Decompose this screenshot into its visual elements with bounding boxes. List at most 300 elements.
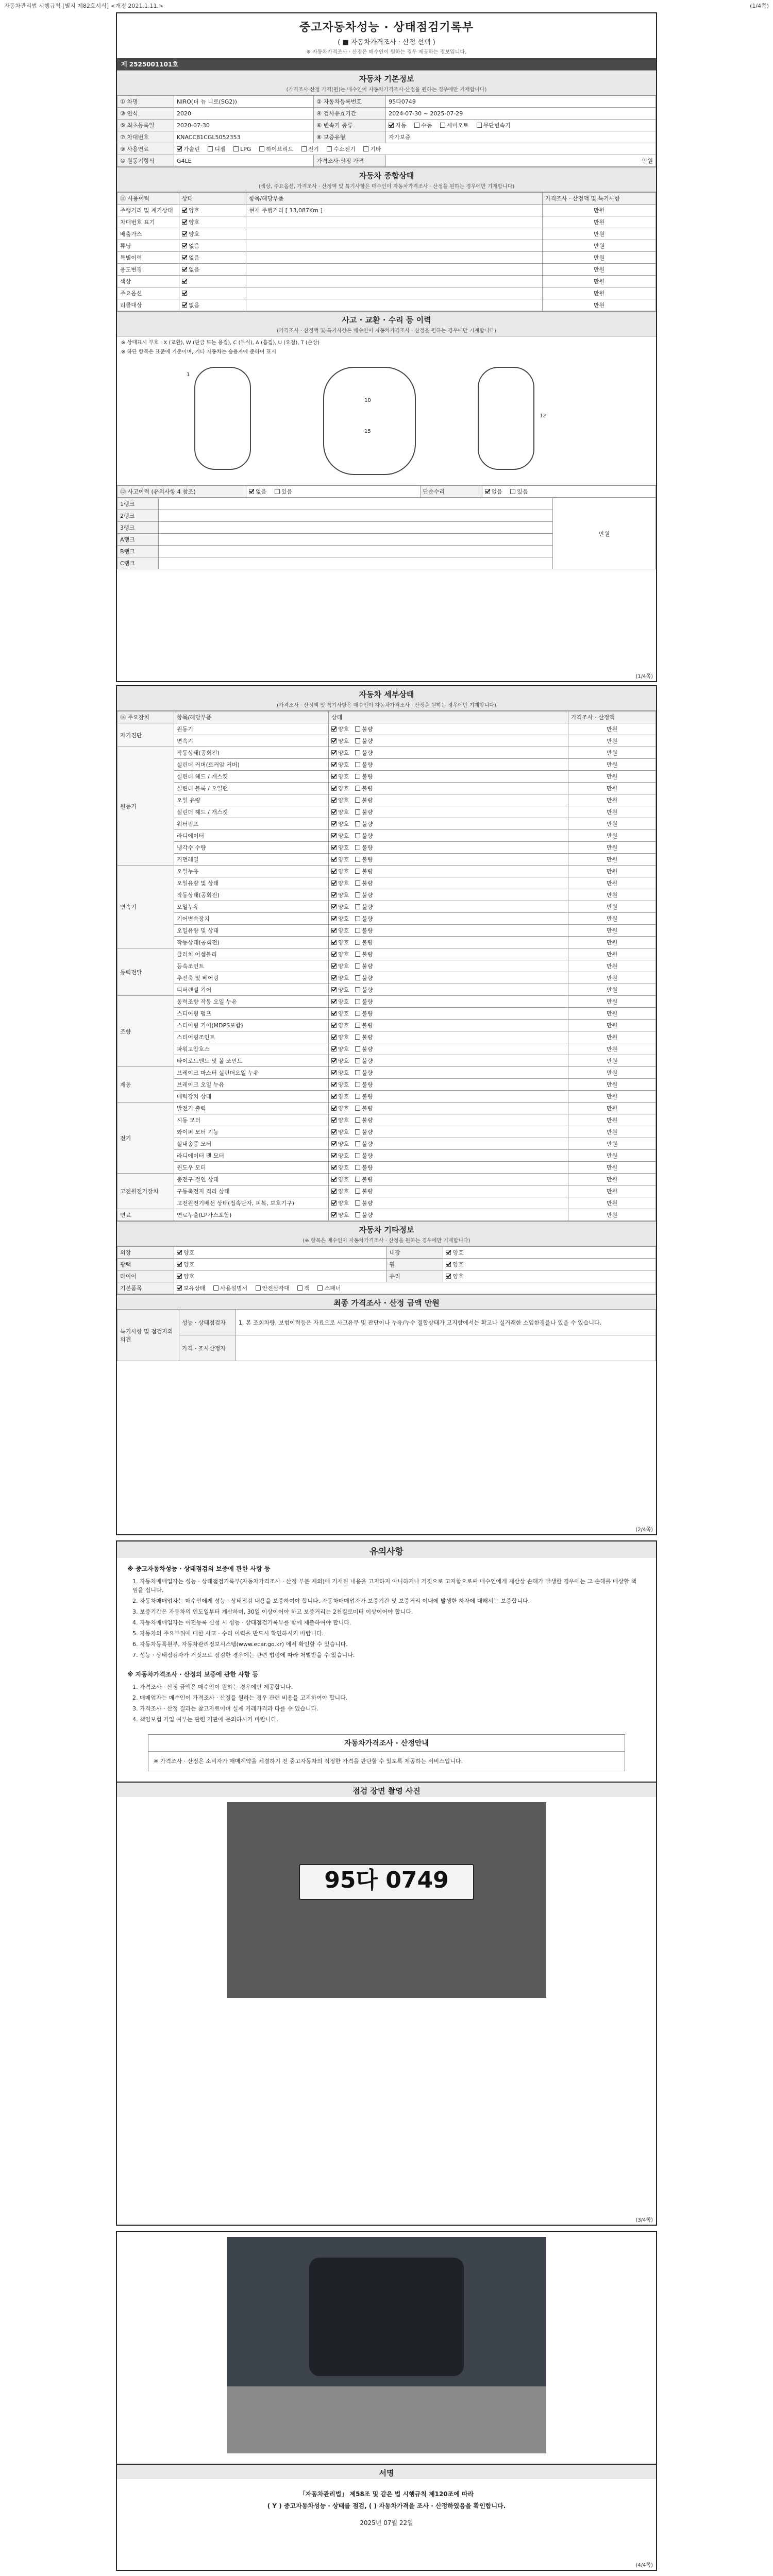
detail-price: 만원 bbox=[568, 1079, 656, 1091]
detail-price: 만원 bbox=[568, 794, 656, 806]
checkbox-icon bbox=[355, 845, 360, 850]
status-option: 불량 bbox=[362, 1176, 373, 1183]
other-table bbox=[117, 1246, 656, 1294]
status-option: 양호 bbox=[338, 821, 349, 827]
status-option: 양호 bbox=[338, 726, 349, 733]
detail-status bbox=[329, 735, 568, 747]
detail-price: 만원 bbox=[568, 1091, 656, 1103]
checkbox-icon bbox=[446, 1274, 451, 1279]
status-option: 양호 bbox=[338, 904, 349, 910]
checkbox-icon bbox=[355, 869, 360, 874]
frame-row-4: B랭크 bbox=[117, 546, 159, 557]
part-number: 12 bbox=[540, 413, 546, 419]
detail-price: 만원 bbox=[568, 1174, 656, 1185]
detail-price: 만원 bbox=[568, 830, 656, 842]
base-item-3: 잭 bbox=[304, 1285, 310, 1292]
detail-row bbox=[117, 806, 656, 818]
fuel-opt-1: 디젤 bbox=[214, 146, 226, 152]
detail-item-name: 파워고압호스 bbox=[174, 1043, 329, 1055]
detail-title: 자동차 세부상태 bbox=[117, 686, 656, 701]
status-option: 양호 bbox=[338, 975, 349, 981]
checkbox-icon bbox=[331, 1177, 337, 1182]
detail-price: 만원 bbox=[568, 1055, 656, 1067]
checkbox-icon bbox=[331, 987, 337, 992]
detail-status bbox=[329, 818, 568, 830]
detail-item-name: 타이로드엔드 및 볼 조인트 bbox=[174, 1055, 329, 1067]
checkbox-icon bbox=[355, 916, 360, 921]
detail-status bbox=[329, 1114, 568, 1126]
status-option: 불량 bbox=[362, 998, 373, 1005]
detail-item-name: 충전구 절연 상태 bbox=[174, 1174, 329, 1185]
summary-note: (색상, 주요옵션, 가격조사 · 산정액 및 특기사항은 매수인이 자동차가격조사 · 산정을 원하는 경우에만 기재합니다) bbox=[117, 182, 656, 192]
status-option: 양호 bbox=[338, 1105, 349, 1112]
detail-row bbox=[117, 1197, 656, 1209]
detail-group-name: 조향 bbox=[117, 996, 174, 1067]
detail-status bbox=[329, 889, 568, 901]
checkbox-icon bbox=[485, 489, 490, 494]
detail-row bbox=[117, 1020, 656, 1031]
notice-item: 1. 자동차매매업자는 성능 · 상태점검기록부(자동차가격조사 · 산정 부분 제외)에 기재된 내용을 고지하지 아니하거나 거짓으로 고지함으로써 매수인에게 재산상 손해가 발생한 경우에는 그 손해를 배상할 책임을 집니다. bbox=[132, 1578, 636, 1594]
base-items bbox=[174, 1282, 656, 1294]
detail-item-name: 커먼레일 bbox=[174, 854, 329, 866]
detail-status bbox=[329, 759, 568, 771]
summary-row-6: 색상 bbox=[117, 276, 179, 287]
checkbox-icon bbox=[331, 999, 337, 1004]
checkbox-icon bbox=[355, 892, 360, 897]
summary-detail bbox=[246, 276, 543, 287]
status-option: 불량 bbox=[362, 880, 373, 887]
summary-header-0: ⑪ 사용이력 bbox=[117, 193, 179, 205]
status-option: 양호 bbox=[338, 1070, 349, 1076]
checkbox-icon bbox=[259, 146, 264, 151]
label-model: ① 차명 bbox=[117, 96, 174, 108]
status-option: 양호 bbox=[338, 868, 349, 875]
checkbox-icon bbox=[355, 1011, 360, 1016]
status-option: 양호 bbox=[338, 844, 349, 851]
checkbox-icon bbox=[414, 123, 419, 128]
detail-price: 만원 bbox=[568, 1008, 656, 1020]
detail-status bbox=[329, 1079, 568, 1091]
detail-item-name: 브레이크 마스터 실린더오일 누유 bbox=[174, 1067, 329, 1079]
sign-date: 2025년 07월 22일 bbox=[360, 2519, 413, 2527]
status-option: 불량 bbox=[362, 750, 373, 756]
trans-opt-1: 수동 bbox=[421, 122, 432, 129]
value-engine: G4LE bbox=[174, 155, 314, 167]
status-none: 없음 bbox=[189, 243, 200, 249]
checkbox-icon bbox=[331, 916, 337, 921]
part-number: 1 bbox=[187, 372, 190, 378]
status-option: 양호 bbox=[338, 880, 349, 887]
detail-status bbox=[329, 960, 568, 972]
summary-status bbox=[179, 299, 246, 311]
detail-price: 만원 bbox=[568, 1043, 656, 1055]
status-option: 불량 bbox=[362, 726, 373, 733]
checkbox-icon bbox=[355, 1189, 360, 1194]
detail-group-name: 연료 bbox=[117, 1209, 174, 1221]
summary-detail bbox=[246, 252, 543, 264]
basic-info-title: 자동차 기본정보 bbox=[117, 70, 656, 85]
checkbox-icon bbox=[182, 302, 187, 308]
value-price-unit: 만원 bbox=[386, 155, 656, 167]
detail-item-name: 구동축전지 격리 상태 bbox=[174, 1185, 329, 1197]
detail-row bbox=[117, 1185, 656, 1197]
detail-row bbox=[117, 948, 656, 960]
detail-status bbox=[329, 1020, 568, 1031]
detail-status bbox=[329, 830, 568, 842]
detail-item-name: 냉각수 수량 bbox=[174, 842, 329, 854]
checkbox-icon bbox=[331, 726, 337, 732]
checkbox-icon bbox=[331, 798, 337, 803]
fuel-opt-0: 가솔린 bbox=[183, 146, 200, 152]
page-4 bbox=[116, 2231, 657, 2571]
notice-item: 3. 가격조사 · 산정 결과는 참고자료이며 실제 거래가격과 다를 수 있습니다. bbox=[132, 1705, 318, 1712]
checkbox-icon bbox=[182, 208, 187, 213]
checkbox-icon bbox=[355, 1082, 360, 1087]
detail-row bbox=[117, 830, 656, 842]
status-option: 불량 bbox=[362, 1034, 373, 1041]
frame-cell bbox=[159, 546, 553, 557]
checkbox-icon bbox=[331, 1165, 337, 1170]
status-good: 양호 bbox=[452, 1249, 464, 1256]
checkbox-icon bbox=[446, 1262, 451, 1267]
detail-row bbox=[117, 854, 656, 866]
checkbox-icon bbox=[331, 1094, 337, 1099]
status-option: 양호 bbox=[338, 1034, 349, 1041]
detail-item-name: 워터펌프 bbox=[174, 818, 329, 830]
checkbox-icon bbox=[331, 892, 337, 897]
checkbox-icon bbox=[355, 880, 360, 886]
sign-title: 서명 bbox=[117, 2465, 656, 2479]
status-option: 양호 bbox=[338, 1212, 349, 1218]
summary-detail bbox=[246, 240, 543, 252]
detail-status bbox=[329, 948, 568, 960]
checkbox-icon bbox=[182, 267, 187, 272]
detail-note: (가격조사 · 산정액 및 특기사항은 매수인이 자동차가격조사 · 산정을 원하는 경우에만 기재합니다) bbox=[117, 701, 656, 711]
rear-vehicle-photo bbox=[227, 2237, 546, 2453]
checkbox-icon bbox=[355, 809, 360, 815]
detail-status bbox=[329, 925, 568, 937]
detail-status bbox=[329, 1031, 568, 1043]
checkbox-icon bbox=[182, 243, 187, 248]
detail-item-name: 스티어링조인트 bbox=[174, 1031, 329, 1043]
status-option: 양호 bbox=[338, 939, 349, 946]
detail-price: 만원 bbox=[568, 1126, 656, 1138]
summary-status bbox=[179, 252, 246, 264]
status-option: 양호 bbox=[338, 963, 349, 970]
other-title: 자동차 기타정보 bbox=[117, 1221, 656, 1236]
detail-price: 만원 bbox=[568, 759, 656, 771]
status-option: 양호 bbox=[338, 833, 349, 839]
checkbox-icon bbox=[331, 880, 337, 886]
detail-price: 만원 bbox=[568, 901, 656, 913]
status-option: 불량 bbox=[362, 785, 373, 792]
checkbox-icon bbox=[256, 1285, 261, 1291]
detail-row bbox=[117, 747, 656, 759]
status-option: 양호 bbox=[338, 761, 349, 768]
checkbox-icon bbox=[182, 231, 187, 236]
detail-row bbox=[117, 1031, 656, 1043]
checkbox-icon bbox=[331, 975, 337, 980]
fuel-opt-2: LPG bbox=[240, 146, 251, 152]
detail-status bbox=[329, 901, 568, 913]
transmission-options bbox=[386, 120, 656, 131]
label-first-reg: ⑤ 최초등록일 bbox=[117, 120, 174, 131]
status-option: 양호 bbox=[338, 927, 349, 934]
summary-detail bbox=[246, 228, 543, 240]
base-item-1: 사용설명서 bbox=[220, 1285, 248, 1292]
detail-price: 만원 bbox=[568, 948, 656, 960]
car-outline-top bbox=[323, 367, 416, 475]
accident-legend: ※ 상태표시 부호 : X (교환), W (판금 또는 용접), C (부식), A (흠집), U (요철), T (손상) bbox=[121, 340, 320, 346]
checkbox-icon bbox=[355, 928, 360, 933]
checkbox-icon bbox=[331, 845, 337, 850]
detail-price: 만원 bbox=[568, 913, 656, 925]
status-option: 양호 bbox=[338, 1058, 349, 1064]
status-option: 불량 bbox=[362, 927, 373, 934]
summary-header-2: 항목/해당부품 bbox=[246, 193, 543, 205]
summary-detail bbox=[246, 264, 543, 276]
detail-row bbox=[117, 783, 656, 794]
status-option: 불량 bbox=[362, 761, 373, 768]
detail-row bbox=[117, 901, 656, 913]
status-option: 양호 bbox=[338, 1022, 349, 1029]
opinion-text: 1. 본 조회차량, 보험이력등은 자료으로 사고유무 및 판단이나 누유/누수 결합상태가 고지함에서는 확고나 실거래한 소임한경을나 있을 수 있습니다. bbox=[236, 1310, 656, 1335]
detail-group-name: 원동기 bbox=[117, 747, 174, 866]
summary-status bbox=[179, 205, 246, 216]
detail-item-name: 브레이크 오일 누유 bbox=[174, 1079, 329, 1091]
detail-row bbox=[117, 877, 656, 889]
checkbox-icon bbox=[331, 1082, 337, 1087]
status-option: 양호 bbox=[338, 773, 349, 780]
detail-item-name: 오일유량 및 상태 bbox=[174, 877, 329, 889]
checkbox-icon bbox=[331, 833, 337, 838]
summary-detail bbox=[246, 299, 543, 311]
fuel-opt-5: 수소전기 bbox=[333, 146, 356, 152]
status-option: 불량 bbox=[362, 1022, 373, 1029]
checkbox-icon bbox=[331, 1023, 337, 1028]
checkbox-icon bbox=[331, 1129, 337, 1134]
repair-none: 없음 bbox=[491, 488, 502, 495]
detail-row bbox=[117, 1043, 656, 1055]
accident-options bbox=[246, 486, 421, 498]
detail-item-name: 오일유량 및 상태 bbox=[174, 925, 329, 937]
status-option: 불량 bbox=[362, 833, 373, 839]
checkbox-icon bbox=[355, 1046, 360, 1052]
page-2 bbox=[116, 685, 657, 1535]
detail-price: 만원 bbox=[568, 889, 656, 901]
photo-title: 점검 장면 촬영 사진 bbox=[117, 1783, 656, 1797]
status-none: 없음 bbox=[189, 302, 200, 309]
status-option: 불량 bbox=[362, 738, 373, 744]
price-guide-title: 자동차가격조사 · 산정안내 bbox=[148, 1735, 625, 1752]
detail-row bbox=[117, 925, 656, 937]
summary-status bbox=[179, 240, 246, 252]
label-warranty: ⑧ 보증유형 bbox=[314, 131, 386, 143]
detail-status bbox=[329, 842, 568, 854]
document-note: ※ 자동차가격조사 · 산정은 매수인이 원하는 경우 제공하는 정보입니다. bbox=[306, 49, 467, 55]
page-1 bbox=[116, 12, 657, 682]
checkbox-icon bbox=[331, 821, 337, 826]
detail-row bbox=[117, 771, 656, 783]
checkbox-icon bbox=[355, 786, 360, 791]
notice-item: 6. 자동차등록원부, 자동차관리정보시스템(www.ecar.go.kr) 에서 확인할 수 있습니다. bbox=[132, 1641, 348, 1648]
checkbox-icon bbox=[182, 219, 187, 225]
page-footer: (4/4쪽) bbox=[635, 2563, 653, 2568]
summary-detail bbox=[246, 287, 543, 299]
checkbox-icon bbox=[249, 489, 254, 494]
checkbox-icon bbox=[355, 762, 360, 767]
detail-row bbox=[117, 1067, 656, 1079]
detail-status bbox=[329, 972, 568, 984]
detail-price: 만원 bbox=[568, 996, 656, 1008]
status-good: 양호 bbox=[183, 1273, 195, 1280]
detail-item-name: 동력조향 작동 오일 누유 bbox=[174, 996, 329, 1008]
status-option: 양호 bbox=[338, 1081, 349, 1088]
detail-row bbox=[117, 1174, 656, 1185]
detail-item-name: 실내송풍 모터 bbox=[174, 1138, 329, 1150]
detail-price: 만원 bbox=[568, 960, 656, 972]
page-footer: (2/4쪽) bbox=[635, 1527, 653, 1533]
status-option: 불량 bbox=[362, 892, 373, 899]
status-option: 양호 bbox=[338, 1200, 349, 1207]
status-option: 양호 bbox=[338, 856, 349, 863]
notes-heading-2: ※ 자동차가격조사 · 산정의 보증에 관한 사항 등 bbox=[127, 1671, 259, 1678]
status-none: 없음 bbox=[189, 255, 200, 261]
notice-item: 3. 보증기간은 자동차의 인도일부터 계산하며, 30일 이상이어야 하고 보증거리는 2천킬로미터 이상이어야 합니다. bbox=[132, 1608, 413, 1615]
accident-title: 사고 · 교환 · 수리 등 이력 bbox=[117, 311, 656, 326]
checkbox-icon bbox=[355, 1106, 360, 1111]
detail-status bbox=[329, 854, 568, 866]
status-option: 불량 bbox=[362, 856, 373, 863]
detail-row bbox=[117, 960, 656, 972]
status-option: 양호 bbox=[338, 1188, 349, 1195]
checkbox-icon bbox=[477, 123, 482, 128]
notice-item: 4. 자동차매매업자는 이전등록 신청 시 성능 · 상태점검기록부를 함께 제출하여야 합니다. bbox=[132, 1619, 351, 1626]
status-option: 불량 bbox=[362, 1129, 373, 1136]
status-option: 양호 bbox=[338, 892, 349, 899]
detail-row bbox=[117, 1091, 656, 1103]
notice-item: 5. 자동차의 주요부위에 대한 사고 · 수리 이력을 반드시 확인하시기 바랍니다. bbox=[132, 1630, 324, 1637]
frame-cell bbox=[159, 522, 553, 534]
document-number: 제 2525001101호 bbox=[117, 58, 656, 70]
detail-price: 만원 bbox=[568, 723, 656, 735]
summary-status bbox=[179, 287, 246, 299]
document-subtitle: ( ■ 자동차가격조사 · 산정 선택 ) bbox=[338, 39, 435, 46]
detail-row bbox=[117, 937, 656, 948]
status-good: 양호 bbox=[189, 231, 200, 238]
detail-row bbox=[117, 735, 656, 747]
checkbox-icon bbox=[355, 1058, 360, 1063]
detail-status bbox=[329, 1185, 568, 1197]
detail-item-name: 기어변속장치 bbox=[174, 913, 329, 925]
detail-status bbox=[329, 794, 568, 806]
detail-price: 만원 bbox=[568, 1103, 656, 1114]
checkbox-icon bbox=[355, 963, 360, 969]
base-item-2: 안전삼각대 bbox=[262, 1285, 290, 1292]
checkbox-icon bbox=[355, 774, 360, 779]
checkbox-icon bbox=[331, 928, 337, 933]
detail-item-name: 클러치 어셈블리 bbox=[174, 948, 329, 960]
summary-row-5: 용도변경 bbox=[117, 264, 179, 276]
checkbox-icon bbox=[355, 1212, 360, 1217]
frame-cell bbox=[159, 557, 553, 569]
detail-row bbox=[117, 996, 656, 1008]
detail-row bbox=[117, 723, 656, 735]
unit: 만원 bbox=[543, 240, 656, 252]
detail-row bbox=[117, 1126, 656, 1138]
detail-row bbox=[117, 1055, 656, 1067]
detail-price: 만원 bbox=[568, 806, 656, 818]
status-option: 불량 bbox=[362, 1141, 373, 1147]
detail-row bbox=[117, 1162, 656, 1174]
value-year: 2020 bbox=[174, 108, 314, 120]
detail-item-name: 등속조인트 bbox=[174, 960, 329, 972]
accident-legend-2: ※ 하단 항목은 표준에 기준이며, 기타 자동차는 승용자에 준하여 표시 bbox=[121, 349, 276, 355]
status-option: 불량 bbox=[362, 821, 373, 827]
fuel-opt-4: 전기 bbox=[308, 146, 319, 152]
value-vin: KNACC81CGL5052353 bbox=[174, 131, 314, 143]
checkbox-icon bbox=[355, 904, 360, 909]
summary-row-1: 차대번호 표기 bbox=[117, 216, 179, 228]
status-option: 불량 bbox=[362, 975, 373, 981]
fuel-opt-3: 하이브리드 bbox=[265, 146, 294, 152]
status-option: 불량 bbox=[362, 809, 373, 816]
checkbox-icon bbox=[331, 750, 337, 755]
page-footer: (3/4쪽) bbox=[635, 2217, 653, 2223]
checkbox-icon bbox=[331, 762, 337, 767]
checkbox-icon bbox=[355, 1141, 360, 1146]
vehicle-rear-shape bbox=[309, 2258, 464, 2376]
detail-group-name: 전기 bbox=[117, 1103, 174, 1174]
detail-price: 만원 bbox=[568, 937, 656, 948]
detail-item-name: 작동상태(공회전) bbox=[174, 889, 329, 901]
frame-table bbox=[117, 498, 656, 569]
detail-price: 만원 bbox=[568, 1162, 656, 1174]
status-option: 양호 bbox=[338, 1141, 349, 1147]
detail-price: 만원 bbox=[568, 842, 656, 854]
status-good: 양호 bbox=[189, 207, 200, 214]
base-item-4: 스패너 bbox=[324, 1285, 341, 1292]
status-option: 불량 bbox=[362, 1117, 373, 1124]
status-option: 양호 bbox=[338, 951, 349, 958]
mileage-value: 현재 주행거리 [ 13,087Km ] bbox=[246, 205, 543, 216]
status-option: 불량 bbox=[362, 1212, 373, 1218]
checkbox-icon bbox=[177, 146, 182, 151]
status-option: 양호 bbox=[338, 1176, 349, 1183]
detail-price: 만원 bbox=[568, 1138, 656, 1150]
simple-repair-options bbox=[482, 486, 656, 498]
trans-opt-0: 자동 bbox=[395, 122, 407, 129]
checkbox-icon bbox=[331, 1189, 337, 1194]
detail-status bbox=[329, 937, 568, 948]
summary-row-3: 튜닝 bbox=[117, 240, 179, 252]
checkbox-icon bbox=[331, 1200, 337, 1206]
detail-item-name: 오일누유 bbox=[174, 866, 329, 877]
detail-row bbox=[117, 842, 656, 854]
status-option: 불량 bbox=[362, 1188, 373, 1195]
detail-status bbox=[329, 996, 568, 1008]
status-option: 불량 bbox=[362, 1010, 373, 1017]
detail-price: 만원 bbox=[568, 747, 656, 759]
summary-row-8: 리콜대상 bbox=[117, 299, 179, 311]
detail-group-name: 변속기 bbox=[117, 866, 174, 948]
detail-item-name: 실린더 커버(로커암 커버) bbox=[174, 759, 329, 771]
detail-item-name: 오일누유 bbox=[174, 901, 329, 913]
page-3 bbox=[116, 1540, 657, 2226]
detail-status bbox=[329, 806, 568, 818]
checkbox-icon bbox=[355, 726, 360, 732]
other-item-5: 유리 bbox=[386, 1270, 443, 1282]
